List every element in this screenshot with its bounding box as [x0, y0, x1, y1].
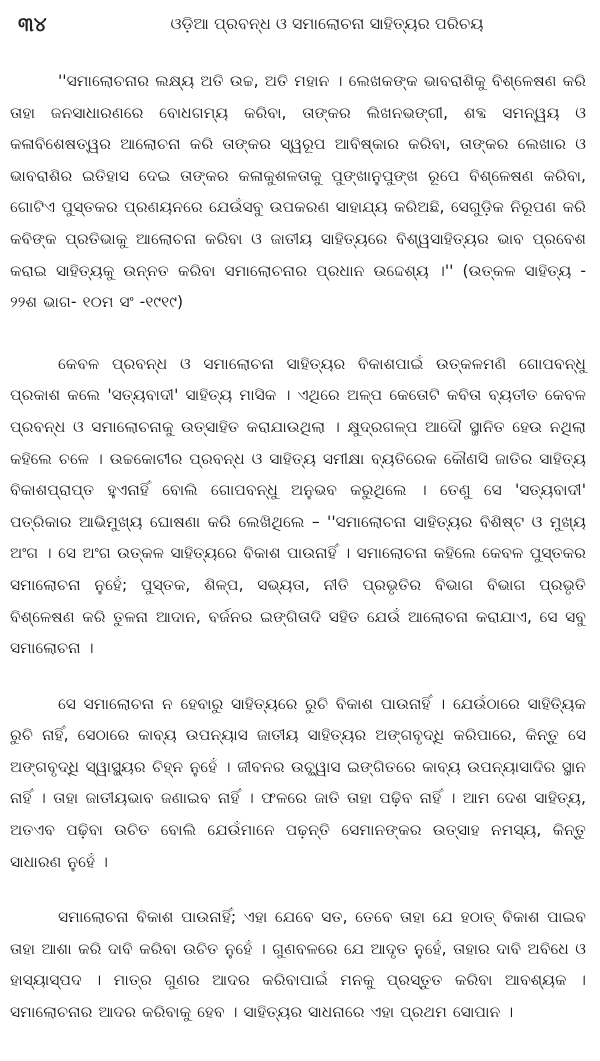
paragraph-ruchi: ସେ ସମାଲୋଚନା ନ ହେବାରୁ ସାହିତ୍ୟରେ ରୁଚି ବିକାଶ ପାଉନାହିଁ । ଯେଉଁଠାରେ ସାହିତ୍ୟିକ ରୁଚି ନାହିଁ, ସେଠାରେ କାବ୍ୟ ଉପନ୍ୟାସ ଜାତୀୟ ସାହିତ୍ୟର ଅଙ୍ଗବୃଦ୍ଧି କରିପାରେ, କିନ୍ତୁ ସେ ଅଙ୍ଗବୃଦ୍ଧି ସ୍ୱାସ୍ଥ୍ୟର ଚିହ୍ନ ନୁହେଁ । ଜୀବନର ଉଚ୍ଛ୍ୱାସ ଇଙ୍ଗିତରେ କାବ୍ୟ ଉପନ୍ୟାସାଦିର ସ୍ଥାନ ନାହିଁ । ତାହା ଜାତୀୟଭାବ ଜଣାଇବ ନାହିଁ । ଫଳରେ ଜାତି ତାହା ପଢ଼ିବ ନାହିଁ । ଆମ ଦେଶ ସାହିତ୍ୟ, ଅତଏବ ପଢ଼ିବା ଉଚିତ ବୋଲି ଯେଉଁମାନେ ପଢ଼ନ୍ତି ସେମାନଙ୍କର ଉତ୍ସାହ ନମସ୍ୟ, କିନ୍ତୁ ସାଧାରଣ ନୁହେଁ ।: [10, 694, 586, 871]
paragraph-quote: ''ସମାଲୋଚନାର ଲକ୍ଷ୍ୟ ଅତି ଉଚ୍ଚ, ଅତି ମହାନ । ଲେଖକଙ୍କ ଭାବରାଶିକୁ ବିଶ୍ଳେଷଣ କରି ତାହା ଜନସାଧାରଣରେ ବୋଧଗମ୍ୟ କରିବା, ତାଙ୍କର ଲିଖନଭଙ୍ଗୀ, ଶବ୍ଦ ସମନ୍ୱୟ ଓ କଳାବିଶେଷତ୍ୱର ଆଲୋଚନା କରି ତାଙ୍କର ସ୍ୱରୂପ ଆବିଷ୍କାର କରିବା, ତାଙ୍କର ଲେଖାର ଓ ଭାବରାଶିର ଇତିହାସ ଦେଇ ତାଙ୍କର କଳାକୁଶଳତାକୁ ପୁଙ୍ଖାନୁପୁଙ୍ଖ ରୂପେ ବିଶ୍ଳେଷଣ କରିବା, ଗୋଟିଏ ପୁସ୍ତକର ପ୍ରଣୟନରେ ଯେଉଁସବୁ ଉପକରଣ ସାହାଯ୍ୟ କରିଅଛି, ସେଗୁଡ଼ିକ ନିରୂପଣ କରି କବିଙ୍କ ପ୍ରତିଭାକୁ ଆଲୋଚନା କରିବା ଓ ଜାତୀୟ ସାହିତ୍ୟରେ ବିଶ୍ୱସାହିତ୍ୟର ଭାବ ପ୍ରବେଶ କରାଇ ସାହିତ୍ୟକୁ ଉନ୍ନତ କରିବା ସମାଲୋଚନାର ପ୍ରଧାନ ଉଦ୍ଦେଶ୍ୟ ।'' (ଉତ୍କଳ ସାହିତ୍ୟ - ୨୨ଶ ଭାଗ- ୧୦ମ ସଂ -୧୯୧୯): [10, 72, 586, 312]
running-title: ଓଡ଼ିଆ ପ୍ରବନ୍ଧ ଓ ସମାଲୋଚନା ସାହିତ୍ୟର ପରିଚୟ: [170, 14, 484, 33]
body-text: [10, 66, 586, 1029]
page-number: ୩୪: [18, 12, 47, 36]
paragraph-sopana: ସମାଲୋଚନା ବିକାଶ ପାଉନାହିଁ; ଏହା ଯେବେ ସତ, ତେବେ ତାହା ଯେ ହଠାତ୍ ବିକାଶ ପାଇବ ତାହା ଆଶା କରି ଦାବି କରିବା ଉଚିତ ନୁହେଁ । ଗୁଣବଳରେ ଯେ ଆଦୃତ ନୁହେଁ, ତାହାର ଦାବି ଅବିଧେ ଓ ହାସ୍ୟାସ୍ପଦ । ମାତ୍ର ଗୁଣର ଆଦର କରିବାପାଇଁ ମନକୁ ପ୍ରସ୍ତୁତ କରିବା ଆବଶ୍ୟକ । ସମାଲୋଚନାର ଆଦର କରିବାକୁ ହେବ । ସାହିତ୍ୟର ସାଧନାରେ ଏହା ପ୍ରଥମ ସୋପାନ ।: [10, 908, 586, 1022]
page-header: [10, 8, 586, 42]
paragraph-satyabadi: କେବଳ ପ୍ରବନ୍ଧ ଓ ସମାଲୋଚନା ସାହିତ୍ୟର ବିକାଶପାଇଁ ଉତ୍କଳମଣି ଗୋପବନ୍ଧୁ ପ୍ରକାଶ କଲେ 'ସତ୍ୟବାଦୀ' ସାହିତ୍ୟ ମାସିକ । ଏଥିରେ ଅଳ୍ପ କେତୋଟି କବିତା ବ୍ୟତୀତ କେବଳ ପ୍ରବନ୍ଧ ଓ ସମାଲୋଚନାକୁ ଉତ୍ସାହିତ କରାଯାଉଥିଲା । କ୍ଷୁଦ୍ରଗଳ୍ପ ଆଦୌ ସ୍ଥାନିତ ହେଉ ନଥିଲା କହିଲେ ଚଳେ । ଉଚ୍ଚକୋଟୀର ପ୍ରବନ୍ଧ ଓ ସାହିତ୍ୟ ସମୀକ୍ଷା ବ୍ୟତିରେକ କୌଣସି ଜାତିର ସାହିତ୍ୟ ବିକାଶପ୍ରାପ୍ତ ହୁଏନାହିଁ ବୋଲି ଗୋପବନ୍ଧୁ ଅନୁଭବ କରୁଥିଲେ । ତେଣୁ ସେ 'ସତ୍ୟବାଦୀ' ପତ୍ରିକାର ଆଭିମୁଖ୍ୟ ଘୋଷଣା କରି ଲେଖିଥିଲେ – ''ସମାଲୋଚନା ସାହିତ୍ୟର ବିଶିଷ୍ଟ ଓ ମୁଖ୍ୟ ଅଂଗ । ସେ ଅଂଗ ଉତ୍କଳ ସାହିତ୍ୟରେ ବିକାଶ ପାଉନାହିଁ । ସମାଲୋଚନା କହିଲେ କେବଳ ପୁସ୍ତକର ସମାଲୋଚନା ନୁହେଁ; ପୁସ୍ତକ, ଶିଳ୍ପ, ସଭ୍ୟତା, ନୀତି ପ୍ରଭୃତିର ବିଭାଗ ବିଭାଗ ପ୍ରଭୃତି ବିଶ୍ଳେଷଣ କରି ତୁଳନା ଆଦାନ, ବର୍ଜନର ଇଙ୍ଗିତାଦି ସହିତ ଯେଉଁ ଆଲୋଚନା କରାଯାଏ, ସେ ସବୁ ସମାଲୋଚନା ।: [10, 354, 586, 658]
